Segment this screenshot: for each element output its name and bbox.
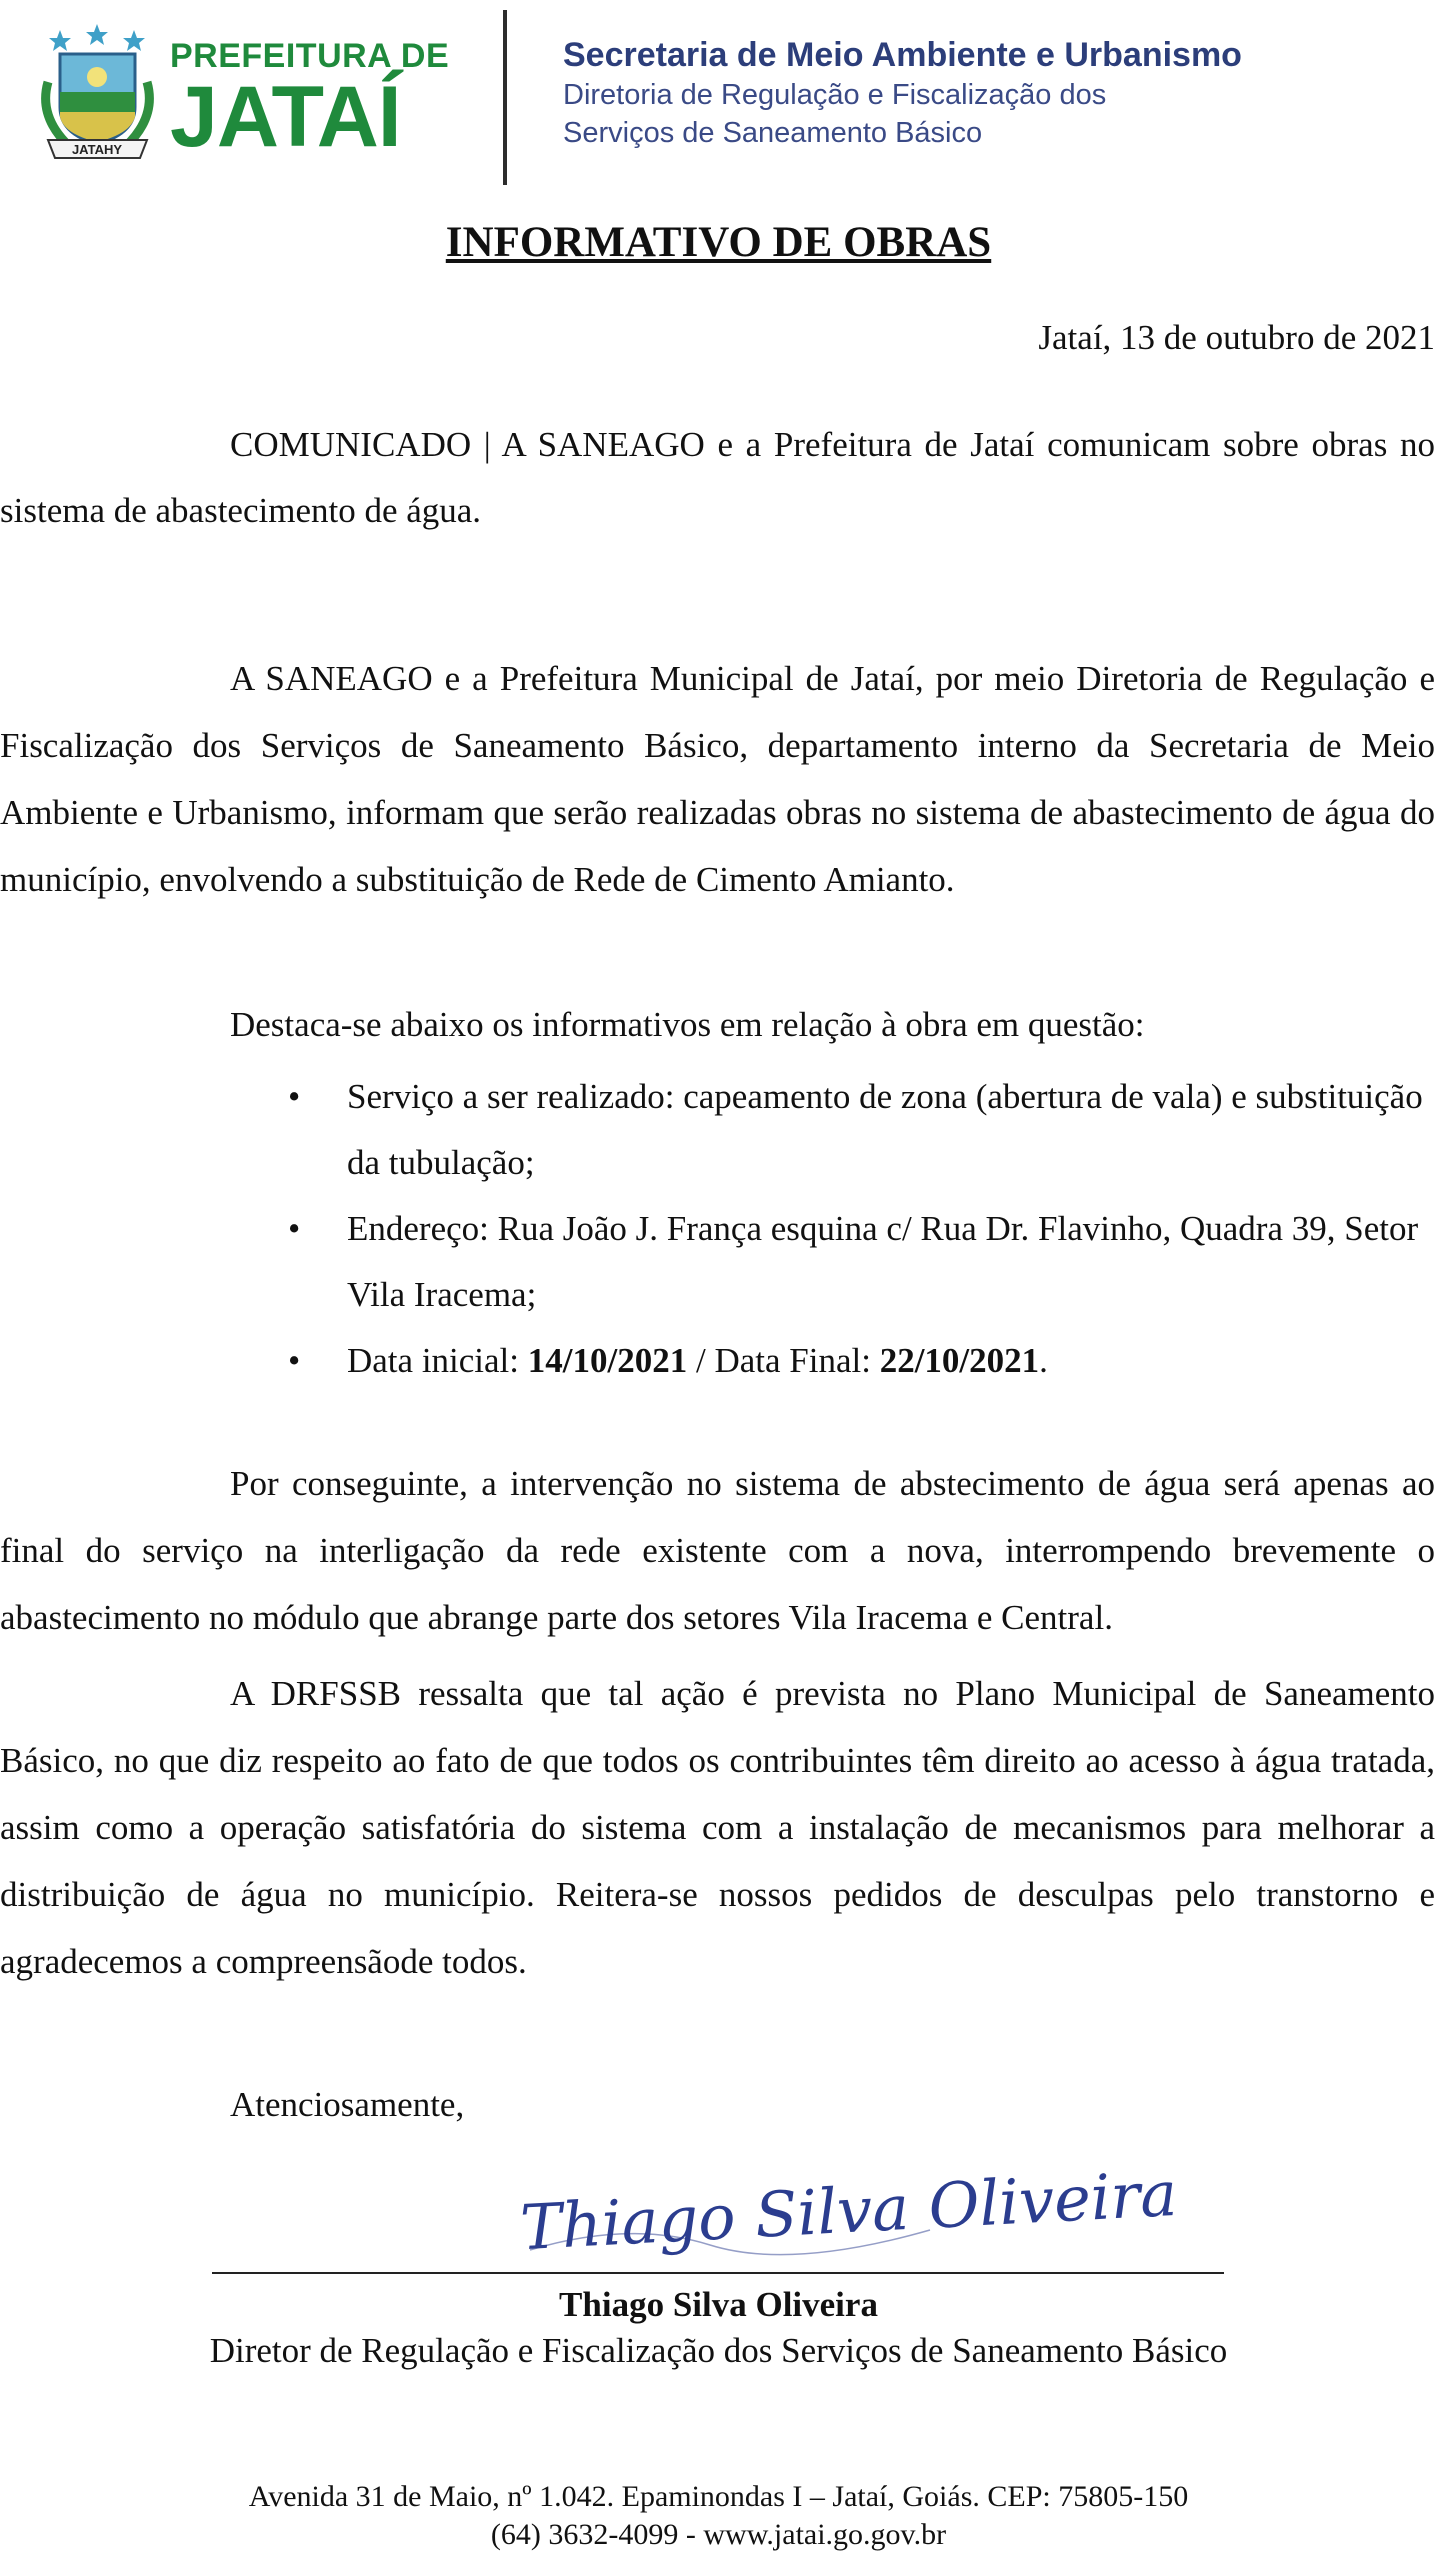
drfssb-paragraph (0, 1660, 1435, 1995)
date-end: . (1039, 1341, 1048, 1380)
list-item (0, 1064, 1437, 1196)
signature-line (212, 2272, 1224, 2274)
handwritten-signature (510, 2150, 1179, 2275)
intervention-paragraph (0, 1450, 1435, 1651)
intro-paragraph (0, 645, 1435, 913)
department-title: Secretaria de Meio Ambiente e Urbanismo (563, 36, 1242, 74)
list-item (0, 1196, 1437, 1328)
city-crest-icon (30, 22, 165, 162)
drfssb-text: A DRFSSB ressalta que tal ação é prevista no Plano Municipal de Saneamento Básico, no que diz respeito ao fato de que todos os contribuintes têm direito ao acesso à água tratada, assim como a operação satisfatória do sistema com a instalação de mecanismos para melhorar a distribuição de água no município. Reitera-se nossos pedidos de desculpas pelo transtorno e agradecemos a compreensãode todos. (0, 1674, 1435, 1981)
address-text: Endereço: Rua João J. França esquina c/ Rua Dr. Flavinho, Quadra 39, Setor Vila Iracema; (347, 1209, 1419, 1314)
logo-line-jatai: JATAÍ (170, 69, 401, 165)
letterhead (0, 0, 1437, 190)
header-divider (503, 10, 507, 185)
prefeitura-logo (30, 14, 470, 169)
bullet-icon: • (288, 1209, 301, 1248)
date-final-value: 22/10/2021 (879, 1341, 1040, 1380)
document-title: INFORMATIVO DE OBRAS (445, 219, 992, 266)
bullet-icon: • (288, 1341, 301, 1380)
svg-text:Thiago Silva Oliveira: Thiago Silva Oliveira (518, 2156, 1179, 2265)
document-date: Jataí, 13 de outubro de 2021 (1038, 318, 1435, 357)
department-subtitle-2: Serviços de Saneamento Básico (563, 117, 983, 149)
closing-salutation: Atenciosamente, (230, 2085, 465, 2124)
list-item (0, 1328, 1437, 1394)
signer-role: Diretor de Regulação e Fiscalização dos Serviços de Saneamento Básico (209, 2331, 1228, 2370)
footer (0, 2478, 1437, 2554)
bullet-icon: • (288, 1077, 301, 1116)
signer-name: Thiago Silva Oliveira (559, 2285, 878, 2324)
department-subtitle-1: Diretoria de Regulação e Fiscalização dos (563, 79, 1107, 111)
intro-text: A SANEAGO e a Prefeitura Municipal de Jataí, por meio Diretoria de Regulação e Fiscalização dos Serviços de Saneamento Básico, departamento interno da Secretaria de Meio Ambiente e Urbanismo, informam que serão realizadas obras no sistema de abastecimento de água do município, envolvendo a substituição de Rede de Cimento Amianto. (0, 659, 1435, 899)
communique-paragraph (0, 412, 1435, 544)
date-final-label: / Data Final: (687, 1341, 880, 1380)
service-text: Serviço a ser realizado: capeamento de zona (abertura de vala) e substituição da tubulação; (347, 1077, 1423, 1182)
communique-text: COMUNICADO | A SANEAGO e a Prefeitura de Jataí comunicam sobre obras no sistema de abastecimento de água. (0, 425, 1435, 530)
date-initial-value: 14/10/2021 (527, 1341, 688, 1380)
details-lead: Destaca-se abaixo os informativos em relação à obra em questão: (230, 1005, 1145, 1044)
footer-address: Avenida 31 de Maio, nº 1.042. Epaminondas I – Jataí, Goiás. CEP: 75805-150 (248, 2480, 1189, 2513)
details-list (0, 1064, 1437, 1394)
intervention-text: Por conseguinte, a intervenção no sistema de abstecimento de água será apenas ao final do serviço na interligação da rede existente com a nova, interrompendo brevemente o abastecimento no módulo que abrange parte dos setores Vila Iracema e Central. (0, 1464, 1435, 1637)
footer-contact: (64) 3632-4099 - www.jatai.go.gov.br (490, 2518, 947, 2551)
logo-wordmark (170, 37, 450, 165)
department-block (563, 34, 1242, 152)
date-initial-label: Data inicial: (347, 1341, 528, 1380)
svg-text:JATAHY: JATAHY (71, 142, 123, 157)
logo-line-prefeitura: PREFEITURA DE (170, 37, 450, 75)
